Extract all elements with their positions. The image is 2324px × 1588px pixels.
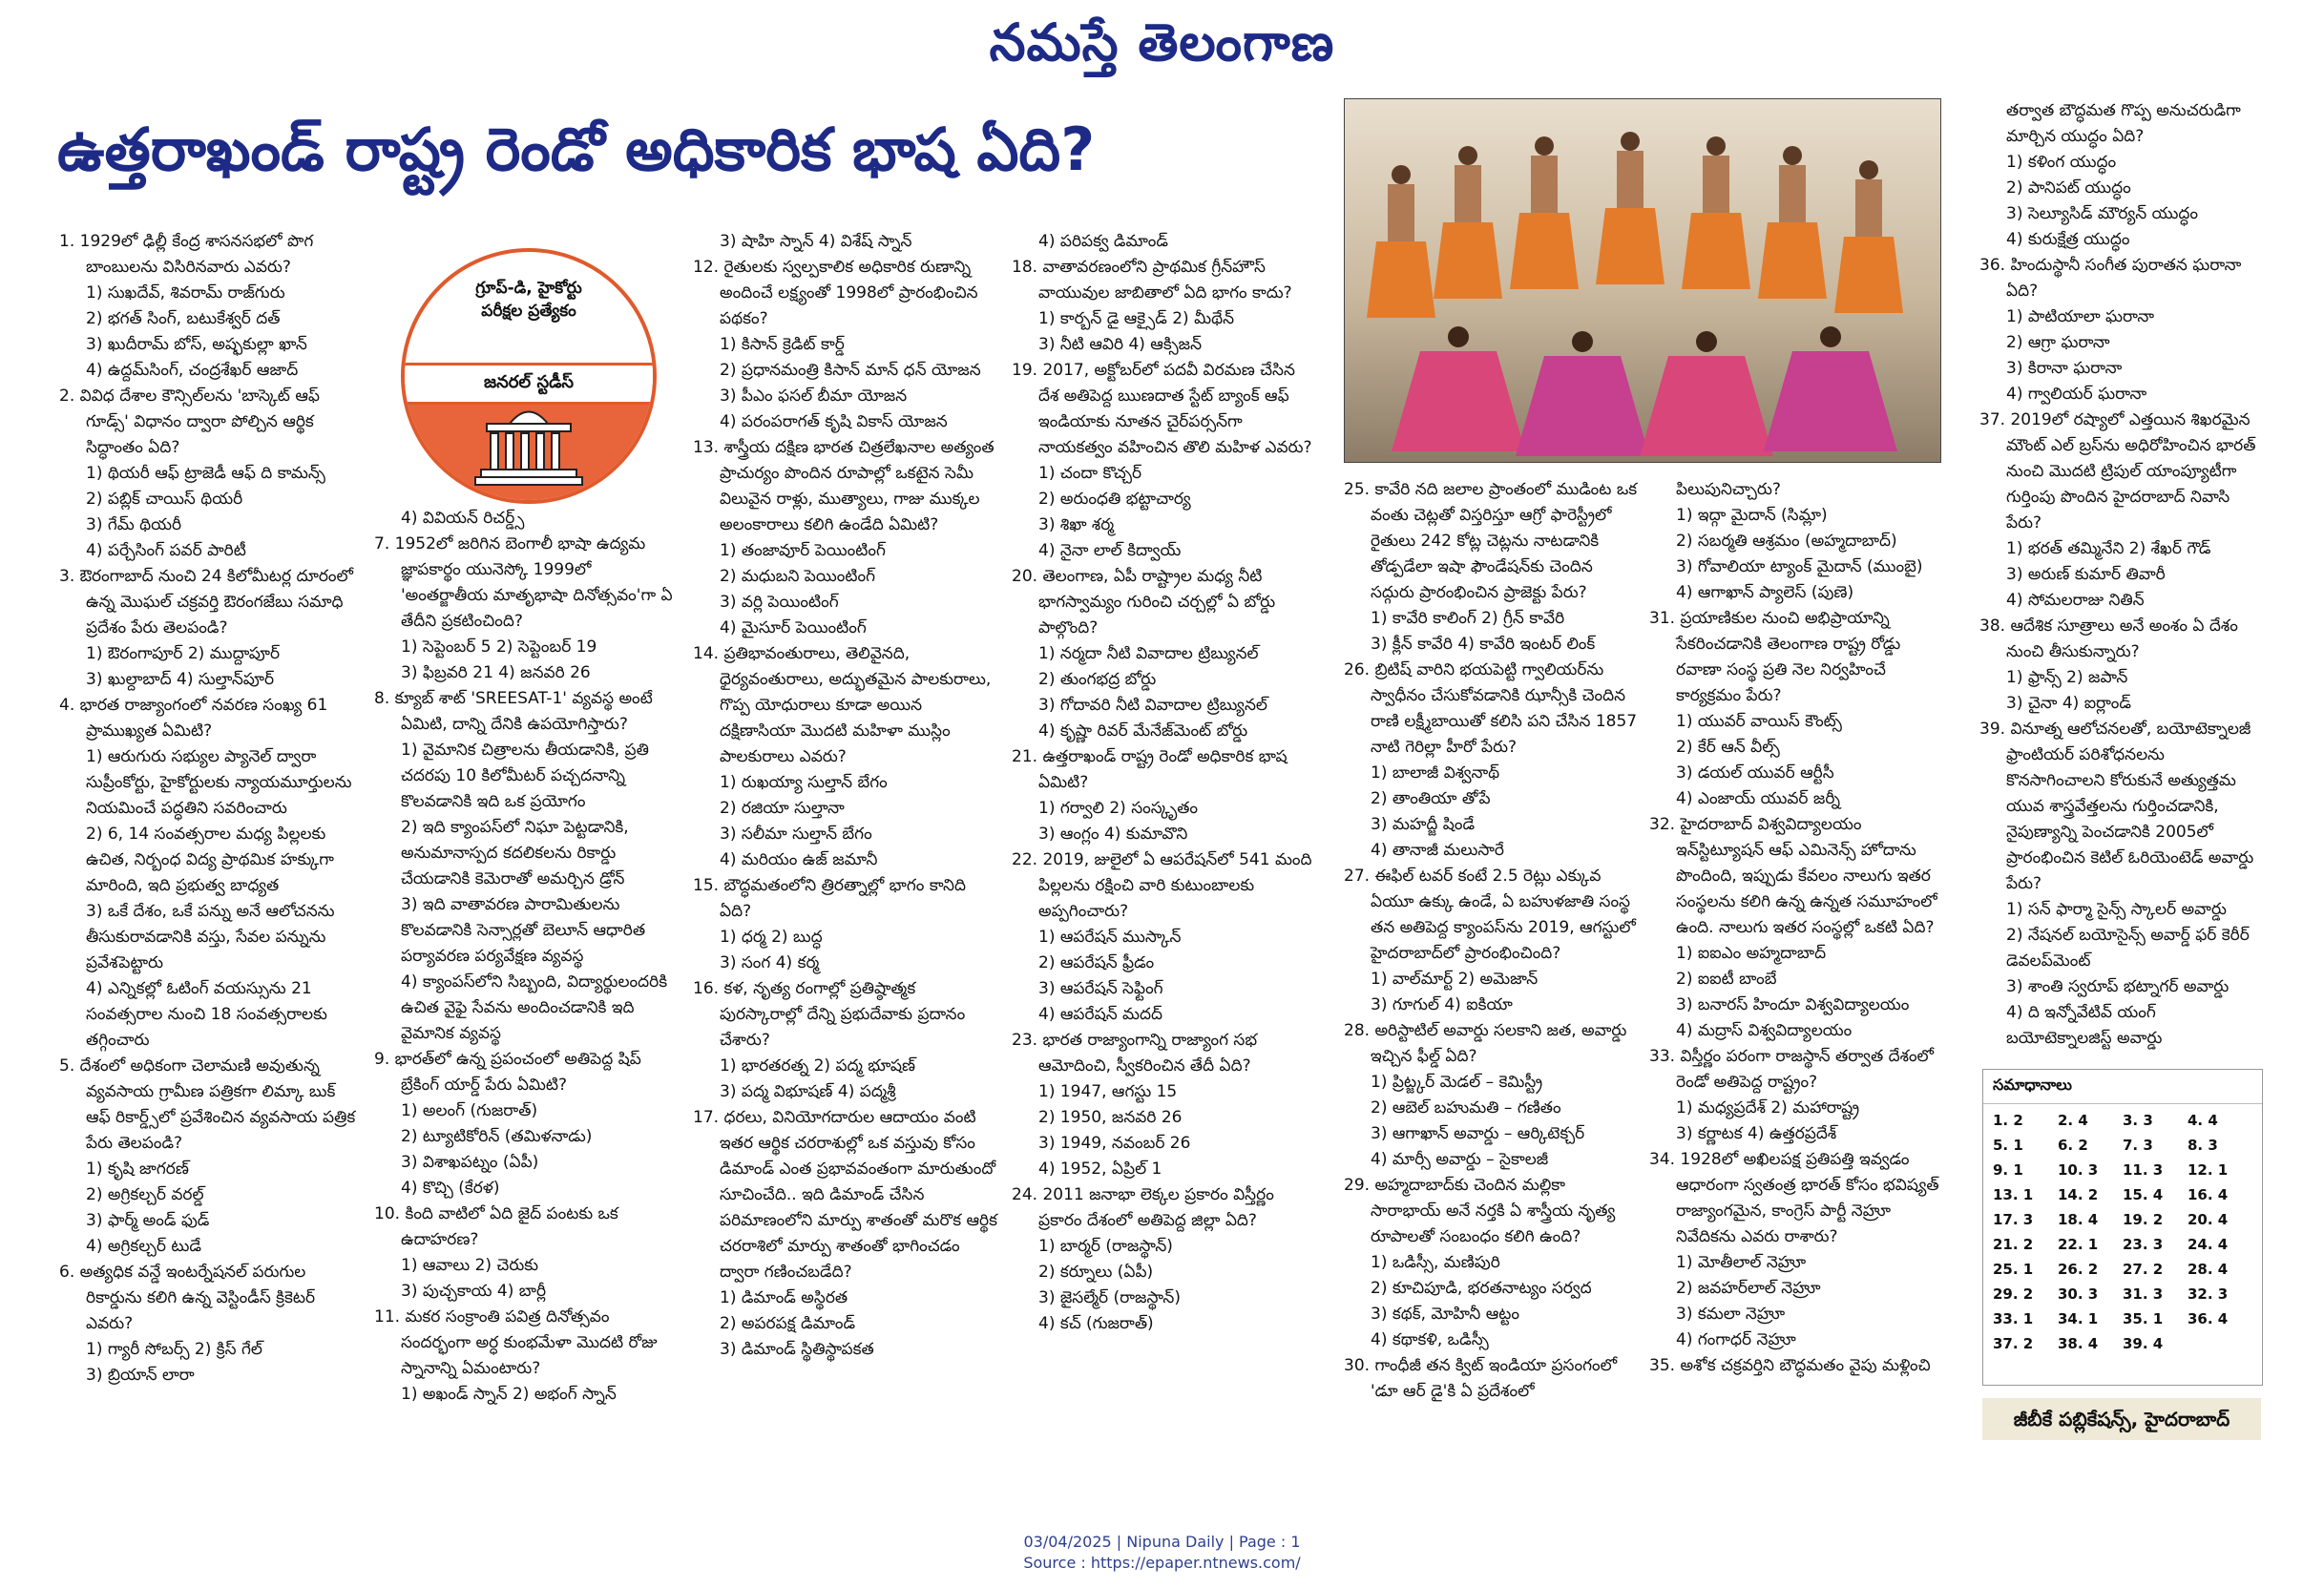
answer-option: 2) తాంతియా తోపే — [1371, 789, 1491, 808]
answer-cell: 8. 3 — [2188, 1137, 2218, 1154]
answer-option: 2) ఇది క్యాంపస్‌లో నిఘా పెట్టడానికి, అనుమానాస్పద కదలికలను రికార్డు చేయడానికి కెమెరాతో అమర్చిన డ్రోన్ — [401, 818, 629, 888]
question-column-4 — [1012, 229, 1317, 1337]
page-footer — [0, 1532, 2324, 1574]
answer-cell: 39. 4 — [2123, 1335, 2164, 1352]
answer-cell: 6. 2 — [2058, 1137, 2088, 1154]
question-text: 29. అహ్మదాబాద్‌కు చెందిన మల్లికా సారాభాయ్ అనే నర్తకి ఏ శాస్త్రీయ నృత్య రూపాలతో సంబంధం కలిగి ఉంది? — [1344, 1176, 1616, 1246]
answer-option: 2) ట్యూటికోరిన్ (తమిళనాడు) — [401, 1127, 593, 1146]
answer-cell: 24. 4 — [2188, 1236, 2229, 1253]
answer-option: 1) బార్మర్ (రాజస్థాన్) — [1038, 1237, 1173, 1256]
question-text: 20. తెలంగాణ, ఏపీ రాష్ట్రాల మధ్య నీటి భాగస్వామ్యం గురించి చర్చల్లో ఏ బోర్డు పాల్గొంది? — [1012, 567, 1276, 637]
answer-cell: 33. 1 — [1993, 1310, 2034, 1327]
answer-option: 4) మైసూర్ పెయింటింగ్ — [720, 618, 867, 637]
answer-option: 1) కార్బన్ డై ఆక్సైడ్ 2) మీథేన్ — [1038, 309, 1235, 328]
answer-option: 2) అపరపక్ష డిమాండ్ — [720, 1314, 856, 1333]
question-text: 6. అత్యధిక వన్డే ఇంటర్నేషనల్ పరుగుల రికార్డును కలిగి ఉన్న వెస్టిండీస్ క్రికెటర్ ఎవరు? — [59, 1263, 316, 1333]
answer-option: 1) తంజావూర్ పెయింటింగ్ — [720, 541, 886, 560]
answer-option: 2) కూచిపూడి, భరతనాట్యం సర్వద — [1371, 1279, 1592, 1298]
answer-option: 1) ఆవాలు 2) చెరుకు — [401, 1256, 539, 1275]
answer-cell: 20. 4 — [2188, 1211, 2229, 1228]
answer-option: 4) ది ఇన్నోవేటివ్ యంగ్ బయోటెక్నాలజిస్ట్ అవార్డు — [2006, 1003, 2163, 1048]
answer-option: 2) కేర్ ఆన్ వీల్స్ — [1676, 738, 1780, 757]
answer-option: 3) శాంతి స్వరూప్ భట్నాగర్ అవార్డు — [2006, 977, 2230, 996]
answer-option: 3) గోవాలియా ట్యాంక్ మైదాన్ (ముంబై) — [1676, 557, 1923, 576]
answer-option: 1) భరత్ తమ్మినేని 2) శేఖర్ గౌడ్ — [2006, 539, 2211, 558]
answer-option: 3) అరుణ్ కుమార్ తివారీ — [2006, 565, 2166, 584]
answer-cell: 4. 4 — [2188, 1112, 2218, 1129]
answer-option: 1) సెప్టెంబర్ 5 2) సెప్టెంబర్ 19 — [401, 637, 597, 657]
answer-option: 2) పబ్లిక్ చాయిస్ థియరీ — [86, 490, 243, 509]
answer-option: 4) తానాజీ మలుసారే — [1371, 841, 1504, 860]
question-column-3 — [693, 229, 998, 1363]
question-text: 17. ధరలు, వినియోగదారుల ఆదాయం వంటి ఇతర ఆర్థిక చరరాశుల్లో ఒక వస్తువు కోసం డిమాండ్ ఎంత ప్రభావవంతంగా మారుతుందో సూచించేది.. ఇది డిమాండ్ చేసిన పరిమాణంలోని మార్పు శాతంతో మరొక ఆర్థిక చరరాశిలో మార్పు శాతంతో భాగించడం ద్వారా గణించబడేది? — [693, 1108, 997, 1282]
question-text: 18. వాతావరణంలోని ప్రాథమిక గ్రీన్‌హౌస్ వాయువుల జాబితాలో ఏది భాగం కాదు? — [1012, 258, 1292, 303]
answer-option: 1) బాలాజీ విశ్వనాథ్ — [1371, 763, 1500, 783]
question-text: 15. బౌద్ధమతంలోని త్రిరత్నాల్లో భాగం కానిది ఏది? — [693, 876, 966, 921]
question-text: 26. బ్రిటిష్ వారిని భయపెట్టి గ్వాలియర్‌ను స్వాధీనం చేసుకోవడానికి ఝాన్సీకి చెందిన రాణి లక్ష్మీబాయితో కలిసి పని చేసిన 1857 నాటి గెరిల్లా హీరో పేరు? — [1344, 660, 1638, 757]
answer-option: 3) కిరానా ఘరానా — [2006, 359, 2123, 378]
answer-option: 4) కొచ్చి (కేరళ) — [401, 1179, 500, 1198]
question-text: 13. శాస్త్రీయ దక్షిణ భారత చిత్రలేఖనాల అత్యంత ప్రాచుర్యం పొందిన రూపాల్లో ఒకటైన సెమీ విలువైన రాళ్లు, ముత్యాలు, గాజు ముక్కల అలంకారాలు కలిగి ఉండేది ఏమిటి? — [693, 438, 995, 534]
answer-option: 3) సెల్యూసిడ్ మౌర్యన్ యుద్ధం — [2006, 204, 2198, 223]
answer-option: 4) క్యాంపస్‌లోని సిబ్బంది, విద్యార్థులందరికి ఉచిత వైఫై సేవను అందించడానికి ఇది వైమానిక వ్యవస్థ — [401, 972, 668, 1043]
question-column-6 — [1649, 477, 1941, 1379]
question-text: 4. భారత రాజ్యాంగంలో నవరణ సంఖ్య 61 ప్రాముఖ్యత ఏమిటి? — [59, 696, 328, 741]
answer-grid — [1983, 1104, 2262, 1360]
question-text: 31. ప్రయాణికుల నుంచి అభిప్రాయాన్ని సేకరించడానికి తెలంగాణ రాష్ట్ర రోడ్డు రవాణా సంస్థ ప్రతి నెల నిర్వహించే కార్యక్రమం పేరు? — [1649, 609, 1901, 705]
answer-option: 1) కావేరి కాలింగ్ 2) గ్రీన్ కావేరి — [1371, 609, 1565, 628]
answer-option: 2) నేషనల్ బయోసైన్స్ అవార్డ్ ఫర్ కెరీర్ డెవలప్‌మెంట్ — [2006, 926, 2250, 971]
dance-performance-photo — [1344, 98, 1941, 463]
answer-cell: 21. 2 — [1993, 1236, 2034, 1253]
answer-option: 4) అగ్రికల్చర్ టుడే — [86, 1237, 201, 1256]
answer-option: 2) ఆబెల్ బహుమతి – గణితం — [1371, 1098, 1561, 1118]
answer-option: 3) ఖుదీరామ్ బోస్, అష్ఫకుల్లా ఖాన్ — [86, 335, 307, 354]
answer-option: 1) థియరీ ఆఫ్ ట్రాజెడీ ఆఫ్ ది కామన్స్ — [86, 464, 325, 483]
badge-line1: గ్రూప్-డి, హైకోర్టు — [475, 279, 582, 298]
answer-option: 3) 1949, నవంబర్ 26 — [1038, 1134, 1191, 1153]
answer-option: 1) కృషి జాగరణ్ — [86, 1160, 189, 1179]
answer-cell: 34. 1 — [2058, 1310, 2099, 1327]
question-text: 10. కింది వాటిలో ఏది జైద్ పంటకు ఒక ఉదాహరణ? — [374, 1204, 618, 1249]
answer-option: 3) మహద్జీ షిండే — [1371, 815, 1476, 834]
answer-option: 4) మార్సీ అవార్డు – సైకాలజీ — [1371, 1150, 1549, 1169]
answer-option: 4) కురుక్షేత్ర యుద్ధం — [2006, 230, 2130, 249]
question-text: 27. ఈఫిల్ టవర్ కంటే 2.5 రెట్లు ఎక్కువ ఏయూ ఉక్కు ఉండే, ఏ బహుళజాతి సంస్థ తన అతిపెద్ద క్యాంపస్‌ను 2019, ఆగస్టులో హైదరాబాద్‌లో ప్రారంభించింది? — [1344, 867, 1636, 963]
answer-option: 1) సుఖదేవ్, శివరామ్ రాజ్‌గురు — [86, 283, 285, 303]
answer-option: 1) 1947, ఆగస్టు 15 — [1038, 1082, 1178, 1101]
answer-option: 2) తుంగభద్ర బోర్డు — [1038, 670, 1157, 689]
answer-option: 4) వివియన్ రిచర్డ్స్ — [401, 509, 525, 528]
question-text: 35. అశోక చక్రవర్తిని బౌద్ధమతం వైపు మళ్లించి — [1649, 1356, 1931, 1375]
answer-option: 4) కచ్ (గుజరాత్) — [1038, 1314, 1154, 1333]
question-text: 32. హైదరాబాద్ విశ్వవిద్యాలయం ఇన్‌స్టిట్యూషన్ ఆఫ్ ఎమినెన్స్ హోదాను పొందింది, ఇప్పుడు కేవలం నాలుగు ఇతర సంస్థలను కలిగి ఉన్న ఉన్నత సమూహంలో ఉంది. నాలుగు ఇతర సంస్థల్లో ఒకటి ఏది? — [1649, 815, 1937, 937]
answer-key-title: సమాధానాలు — [1983, 1070, 2262, 1104]
answer-option: 3) ఒకే దేశం, ఒకే పన్ను అనే ఆలోచనను తీసుకురావడానికి వస్తు, సేవల పన్నును ప్రవేశపెట్టారు — [86, 902, 335, 972]
answer-option: 3) బ్రియాన్ లారా — [86, 1366, 195, 1385]
masthead: నమస్తే తెలంగాణ — [989, 11, 1335, 73]
answer-cell: 37. 2 — [1993, 1335, 2034, 1352]
answer-cell: 23. 3 — [2123, 1236, 2164, 1253]
footer-date-line: 03/04/2025 | Nipuna Daily | Page : 1 — [1023, 1533, 1301, 1551]
answer-cell: 26. 2 — [2058, 1261, 2099, 1278]
question-text: 38. ఆదేశిక సూత్రాలు అనే అంశం ఏ దేశం నుంచి తీసుకున్నారు? — [1979, 616, 2238, 661]
answer-option: 1) ఫ్రాన్స్ 2) జపాన్ — [2006, 668, 2128, 687]
answer-option: 4) ఉద్దమ్‌సింగ్, చంద్రశేఖర్ ఆజాద్ — [86, 361, 299, 380]
question-text: 2. వివిధ దేశాల కౌన్సిల్‌లను 'బాస్కెట్ ఆఫ్ గూడ్స్' విధానం ద్వారా పోల్చిన ఆర్థిక సిద్ధాంతం ఏది? — [59, 387, 320, 457]
answer-option: 3) పద్మ విభూషణ్ 4) పద్మశ్రీ — [720, 1082, 896, 1101]
headline: ఉత్తరాఖండ్ రాష్ట్ర రెండో అధికారిక భాష ఏది? — [57, 115, 1096, 184]
answer-cell: 11. 3 — [2123, 1161, 2164, 1179]
answer-option: 2) జవహర్‌లాల్ నెహ్రూ — [1676, 1279, 1821, 1298]
answer-option: 3) డిమాండ్ స్థితిస్థాపకత — [720, 1340, 874, 1359]
answer-option: 1) చందా కొచ్చర్ — [1038, 464, 1142, 483]
answer-option: 1) ఆపరేషన్ ముస్కాన్ — [1038, 928, 1182, 947]
answer-cell: 29. 2 — [1993, 1285, 2034, 1303]
question-text: 21. ఉత్తరాఖండ్ రాష్ట్ర రెండో అధికారిక భాష ఏమిటి? — [1012, 747, 1288, 792]
answer-option: 1) ఐఐఎం అహ్మదాబాద్ — [1676, 944, 1827, 963]
question-column-1 — [59, 229, 363, 1389]
answer-option: పిలుపునిచ్చారు? — [1676, 480, 1781, 499]
question-text: 39. వినూత్న ఆలోచనలతో, బయోటెక్నాలజీ ఫ్రాంటియర్ పరిశోధనలను కొనసాగించాలని కోరుకునే అత్యుత్తమ యువ శాస్త్రవేత్తలను గుర్తించడానికి, నైపుణ్యాన్ని పెంచడానికి 2005లో ప్రారంభించిన కెటిల్ ఓరియెంటెడ్ అవార్డు పేరు? — [1979, 720, 2254, 893]
answer-cell: 12. 1 — [2188, 1161, 2229, 1179]
answer-option: 4) గంగాధర్ నెహ్రూ — [1676, 1330, 1796, 1349]
answer-option: 1) పాటియాలా ఘరానా — [2006, 307, 2155, 326]
answer-option: 3) శిఖా శర్మ — [1038, 515, 1115, 534]
answer-cell: 38. 4 — [2058, 1335, 2099, 1352]
answer-option: 2) మధుబని పెయింటింగ్ — [720, 567, 876, 586]
answer-option: 4) ఎన్నికల్లో ఓటింగ్ వయస్సును 21 సంవత్సరాల నుంచి 18 సంవత్సరాలకు తగ్గించారు — [86, 979, 327, 1050]
answer-option: 1) కళింగ యుద్ధం — [2006, 153, 2117, 172]
answer-option: 2) రజియా సుల్తానా — [720, 799, 845, 818]
answer-option: 3) చైనా 4) ఐర్లాండ్ — [2006, 694, 2131, 713]
question-column-2 — [374, 506, 680, 1408]
answer-option: 3) గేమ్ థియరీ — [86, 515, 182, 534]
answer-cell: 9. 1 — [1993, 1161, 2023, 1179]
answer-option: 3) గోదావరి నీటి వివాదాల ట్రిబ్యునల్ — [1038, 696, 1267, 715]
answer-option: 1) గర్వాలి 2) సంస్కృతం — [1038, 799, 1199, 818]
question-text: 1. 1929లో ఢిల్లీ కేంద్ర శాసనసభలో పొగ బాంబులను విసిరినవారు ఎవరు? — [59, 232, 314, 277]
question-text: 11. మకర సంక్రాంతి పవిత్ర దినోత్సవం సందర్భంగా అర్ధ కుంభమేళా మొదటి రోజు స్నానాన్ని ఏమంటారు? — [374, 1307, 658, 1378]
answer-option: 3) జైసల్మేర్ (రాజస్థాన్) — [1038, 1288, 1181, 1307]
answer-option: 1) ఔరంగాపూర్ 2) ముద్దాపూర్ — [86, 644, 281, 663]
answer-cell: 17. 3 — [1993, 1211, 2034, 1228]
answer-option: 3) సంగ 4) కర్మ — [720, 953, 820, 972]
answer-option: 1) డిమాండ్ అస్థిరత — [720, 1288, 848, 1307]
answer-cell: 1. 2 — [1993, 1112, 2023, 1129]
answer-option: 2) ఆపరేషన్ ఫ్రీడం — [1038, 953, 1155, 972]
answer-option: 1) ప్రిట్జ్కర్ మెడల్ – కెమిస్ట్రీ — [1371, 1073, 1543, 1092]
answer-option: 1) ఇద్గా మైదాన్ (సిమ్లా) — [1676, 506, 1828, 525]
answer-cell: 2. 4 — [2058, 1112, 2088, 1129]
question-text: 33. విస్తీర్ణం పరంగా రాజస్థాన్ తర్వాత దేశంలో రెండో అతిపెద్ద రాష్ట్రం? — [1649, 1047, 1935, 1092]
section-badge — [401, 248, 657, 504]
answer-option: 1) గ్యారీ సోబర్స్ 2) క్రిస్ గేల్ — [86, 1340, 262, 1359]
question-text: 30. గాంధీజీ తన క్విట్ ఇండియా ప్రసంగంలో 'డూ ఆర్ డై'కి ఏ ప్రదేశంలో — [1344, 1356, 1618, 1401]
answer-option: 1) భారతరత్న 2) పద్మ భూషణ్ — [720, 1056, 916, 1076]
answer-cell: 28. 4 — [2188, 1261, 2229, 1278]
answer-cell: 31. 3 — [2123, 1285, 2164, 1303]
question-text: 7. 1952లో జరిగిన బెంగాలీ భాషా ఉద్యమ జ్ఞాపకార్థం యునెస్కో 1999లో 'అంతర్జాతీయ మాతృభాషా దినోత్సవం'గా ఏ తేదీని ప్రకటించింది? — [374, 534, 673, 631]
answer-option: 1) యువర్ వాయిస్ కౌంట్స్ — [1676, 712, 1842, 731]
answer-cell: 15. 4 — [2123, 1186, 2164, 1203]
question-text: 22. 2019, జులైలో ఏ ఆపరేషన్‌లో 541 మంది పిల్లలను రక్షించి వారి కుటుంబాలకు అప్పగించారు? — [1012, 850, 1312, 921]
footer-source-line: Source : https://epaper.ntnews.com/ — [1023, 1554, 1301, 1572]
answer-option: 4) నైనా లాల్ కిద్వాయ్ — [1038, 541, 1182, 560]
publisher-credit: జీబీకే పబ్లికేషన్స్, హైదరాబాద్ — [1982, 1398, 2261, 1440]
question-text: 25. కావేరి నది జలాల ప్రాంతంలో ముడింట ఒక వంతు చెట్లతో విస్తరిస్తూ ఆగ్రో ఫారెస్ట్రీలో రైతులు 242 కోట్ల చెట్లను నాటడానికి తోడ్పడేలా ఇషా ఫౌండేషన్‌కు చెందిన సద్గురు ప్రారంభించిన ప్రాజెక్టు పేరు? — [1344, 480, 1638, 602]
question-text: 8. క్యూబ్ శాట్ 'SREESAT-1' వ్యవస్థ అంటే ఏమిటి, దాన్ని దేనికి ఉపయోగిస్తారు? — [374, 689, 653, 734]
question-column-7 — [1979, 98, 2266, 1052]
answer-option: 2) అగ్రికల్చర్ వరల్డ్ — [86, 1185, 204, 1204]
answer-option: 2) 6, 14 సంవత్సరాల మధ్య పిల్లలకు ఉచిత, నిర్బంధ విద్య ప్రాథమిక హక్కుగా మారింది, ఇది ప్రభుత్వ బాధ్యత — [86, 825, 334, 895]
government-building-icon — [405, 405, 653, 500]
answer-option: 2) అరుంధతి భట్టాచార్య — [1038, 490, 1191, 509]
answer-option: 1) కిసాన్ క్రెడిట్ కార్డ్ — [720, 335, 845, 354]
answer-option: 2) ప్రధానమంత్రి కిసాన్ మాన్ ధన్ యోజన — [720, 361, 981, 380]
answer-option: 3) ఫిబ్రవరి 21 4) జనవరి 26 — [401, 663, 591, 682]
question-text: 9. భారత్‌లో ఉన్న ప్రపంచంలో అతిపెద్ద షిప్ బ్రేకింగ్ యార్డ్ పేరు ఏమిటి? — [374, 1050, 641, 1095]
answer-option: 3) సలీమా సుల్తాన్ బేగం — [720, 825, 872, 844]
answer-option: 1) రుఖయ్యా సుల్తాన్ బేగం — [720, 773, 888, 792]
answer-option: 3) ఖుల్దాబాద్ 4) సుల్తాన్‌పూర్ — [86, 670, 275, 689]
answer-cell: 5. 1 — [1993, 1137, 2023, 1154]
answer-option: 3) పీఎం ఫసల్ బీమా యోజన — [720, 387, 908, 406]
question-text: 12. రైతులకు స్వల్పకాలిక అధికారిక రుణాన్ని అందించే లక్ష్యంతో 1998లో ప్రారంభించిన పథకం? — [693, 258, 978, 328]
answer-option: 1) సన్ ఫార్మా సైన్స్ స్కాలర్ అవార్డు — [2006, 900, 2227, 919]
answer-option: 1) ఒడిస్సీ, మణిపురి — [1371, 1253, 1500, 1272]
answer-option: 3) ఇది వాతావరణ పారామితులను కొలవడానికి సెన్సార్లతో బెలూన్ ఆధారిత పర్యావరణ పర్యవేక్షణ వ్యవస్థ — [401, 895, 646, 966]
question-text: 3. ఔరంగాబాద్ నుంచి 24 కిలోమీటర్ల దూరంలో ఉన్న మొఘల్ చక్రవర్తి ఔరంగజేబు సమాధి ప్రదేశం పేరు తెలపండి? — [59, 567, 354, 637]
answer-option: 2) ఐఐటీ బాంబే — [1676, 970, 1777, 989]
answer-option: 2) కర్నూలు (ఏపీ) — [1038, 1263, 1154, 1282]
answer-option: 3) ఫార్మ్ అండ్ ఫుడ్ — [86, 1211, 210, 1230]
answer-option: 1) అలంగ్ (గుజరాత్) — [401, 1101, 538, 1120]
answer-option: 3) ఆగాఖాన్ అవార్డు – ఆర్కిటెక్చర్ — [1371, 1124, 1585, 1143]
answer-option: 4) కథాకళి, ఒడిస్సీ — [1371, 1330, 1489, 1349]
answer-option: 4) 1952, ఏప్రిల్ 1 — [1038, 1160, 1162, 1179]
answer-cell: 3. 3 — [2123, 1112, 2153, 1129]
badge-band: జనరల్ స్టడీస్ — [405, 363, 653, 405]
answer-option: 4) ఎంజాయ్ యువర్ జర్నీ — [1676, 789, 1840, 808]
question-text: 37. 2019లో రష్యాలో ఎత్తయిన శిఖరమైన మౌంట్ ఎల్ బ్రస్‌ను అధిరోహించిన భారత్ నుంచి మొదటి ట్రిపుల్ యాంప్యూటీగా గుర్తింపు పొందిన హైదరాబాద్ నివాసి పేరు? — [1979, 410, 2256, 533]
answer-option: 3) వర్లి పెయింటింగ్ — [720, 593, 839, 612]
answer-cell: 22. 1 — [2058, 1236, 2099, 1253]
answer-option: 1) ఆరుగురు సభ్యుల ప్యానెల్ ద్వారా సుప్రీంకోర్టు, హైకోర్టులకు న్యాయమూర్తులను నియమించే పద్ధతిని సవరించారు — [86, 747, 352, 818]
answer-cell: 7. 3 — [2123, 1137, 2153, 1154]
answer-option: 3) ఆంగ్లం 4) కుమావొని — [1038, 825, 1188, 844]
answer-option: 3) డయల్ యువర్ ఆర్టీసీ — [1676, 763, 1834, 783]
answer-option: 3) క్లీన్ కావేరి 4) కావేరి ఇంటర్ లింక్ — [1371, 635, 1596, 654]
answer-option: 1) మోతీలాల్ నెహ్రూ — [1676, 1253, 1807, 1272]
answer-cell: 13. 1 — [1993, 1186, 2034, 1203]
question-text: 36. హిందుస్థానీ సంగీత పురాతన ఘరానా ఏది? — [1979, 256, 2242, 301]
answer-option: 4) ఆగాఖాన్ ప్యాలెస్ (పుణె) — [1676, 583, 1854, 602]
answer-option: 3) కమలా నెహ్రూ — [1676, 1305, 1786, 1324]
answer-option: 4) పరిపక్వ డిమాండ్ — [1038, 232, 1168, 251]
question-text: 34. 1928లో అఖిలపక్ష ప్రతిపత్తి ఇవ్వడం ఆధారంగా స్వతంత్ర భారత్ కోసం భవిష్యత్ రాజ్యాంగమైన, కాంగ్రెస్ పార్టీ నెహ్రూ నివేదికను ఎవరు రాశారు? — [1649, 1150, 1939, 1246]
answer-cell: 14. 2 — [2058, 1186, 2099, 1203]
answer-option: 3) బనారస్ హిందూ విశ్వవిద్యాలయం — [1676, 995, 1910, 1014]
answer-option: 1) ధర్మ 2) బుద్ధ — [720, 928, 823, 947]
answer-option: 3) పుచ్చకాయ 4) బార్లీ — [401, 1282, 547, 1301]
answer-option: 1) వైమానిక చిత్రాలను తీయడానికి, ప్రతి చదరపు 10 కిలోమీటర్ పచ్చదనాన్ని కొలవడానికి ఇది ఒక ప్రయోగం — [401, 741, 649, 811]
answer-option: 2) భగత్ సింగ్, బటుకేశ్వర్ దత్ — [86, 309, 281, 328]
answer-option: 1) మధ్యప్రదేశ్ 2) మహారాష్ట్ర — [1676, 1098, 1860, 1118]
answer-cell: 25. 1 — [1993, 1261, 2034, 1278]
answer-cell: 16. 4 — [2188, 1186, 2229, 1203]
answer-option: 2) పానిపట్ యుద్ధం — [2006, 178, 2131, 198]
answer-cell: 30. 3 — [2058, 1285, 2099, 1303]
answer-option: 3) కథక్, మోహినీ ఆట్టం — [1371, 1305, 1520, 1324]
answer-cell: 18. 4 — [2058, 1211, 2099, 1228]
answer-option: 4) గ్వాలియర్ ఘరానా — [2006, 385, 2147, 404]
answer-option: 1) వాల్‌మార్ట్ 2) అమెజాన్ — [1371, 970, 1539, 989]
answer-option: 4) పర్చేసింగ్ పవర్ పారిటీ — [86, 541, 246, 560]
answer-option: 4) పరంపరాగత్ కృషి వికాస్ యోజన — [720, 412, 948, 431]
answer-option: 3) గూగుల్ 4) ఐకియా — [1371, 995, 1513, 1014]
answer-option: 3) విశాఖపట్నం (ఏపీ) — [401, 1153, 539, 1172]
question-column-5 — [1344, 477, 1638, 1405]
answer-option: 3) ఆపరేషన్ సెఫ్టింగ్ — [1038, 979, 1163, 998]
question-text: 28. అరిస్టాటిల్ అవార్డు సలకాని జత, అవార్డు ఇచ్చిన ఫీల్డ్ ఏది? — [1344, 1021, 1627, 1066]
answer-cell: 32. 3 — [2188, 1285, 2229, 1303]
answer-option: 3) నీటి ఆవిరి 4) ఆక్సిజన్ — [1038, 335, 1203, 354]
answer-option: 4) ఆపరేషన్ మదద్ — [1038, 1005, 1163, 1024]
answer-cell: 19. 2 — [2123, 1211, 2164, 1228]
question-text: 24. 2011 జనాభా లెక్కల ప్రకారం విస్తీర్ణం ప్రకారం దేశంలో అతిపెద్ద జిల్లా ఏది? — [1012, 1185, 1274, 1230]
answer-cell: 27. 2 — [2123, 1261, 2164, 1278]
answer-option: 4) కృష్ణా రివర్ మేనేజ్‌మెంట్ బోర్డు — [1038, 721, 1248, 741]
answer-option: తర్వాత బౌద్ధమత గొప్ప అనుచరుడిగా మార్చిన యుద్ధం ఏది? — [2006, 101, 2241, 146]
answer-option: 1) అఖండ్ స్నాన్ 2) అభంగ్ స్నాన్ — [401, 1385, 617, 1404]
answer-option: 3) షాహి స్నాన్ 4) విశేష్ స్నాన్ — [720, 232, 912, 251]
answer-cell: 36. 4 — [2188, 1310, 2229, 1327]
answer-key — [1982, 1069, 2263, 1386]
answer-option: 2) 1950, జనవరి 26 — [1038, 1108, 1183, 1127]
answer-option: 4) సోమలరాజు నితిన్ — [2006, 591, 2145, 610]
question-text: 19. 2017, అక్టోబర్‌లో పదవీ విరమణ చేసిన దేశ అతిపెద్ద ఋణదాత స్టేట్ బ్యాంక్ ఆఫ్ ఇండియాకు నూతన చైర్‌పర్సన్‌గా నాయకత్వం వహించిన తొలి మహిళ ఎవరు? — [1012, 361, 1312, 457]
answer-cell: 35. 1 — [2123, 1310, 2164, 1327]
answer-option: 4) మద్రాస్ విశ్వవిద్యాలయం — [1676, 1021, 1853, 1040]
answer-cell: 10. 3 — [2058, 1161, 2099, 1179]
question-text: 16. కళ, నృత్య రంగాల్లో ప్రతిష్ఠాత్మక పురస్కారాల్లో దేన్ని ప్రభుదేవాకు ప్రదానం చేశారు? — [693, 979, 966, 1050]
question-text: 23. భారత రాజ్యాంగాన్ని రాజ్యాంగ సభ ఆమోదించి, స్వీకరించిన తేదీ ఏది? — [1012, 1031, 1258, 1076]
question-text: 14. ప్రతిభావంతురాలు, తెలివైనది, ధైర్యవంతురాలు, అద్భుతమైన పాలకురాలు, గొప్ప యోధురాలు కూడా అయిన దక్షిణాసియా మొదటి మహిళా ముస్లిం పాలకురాలు ఎవరు? — [693, 644, 992, 766]
answer-option: 2) సబర్మతి ఆశ్రమం (అహ్మదాబాద్) — [1676, 532, 1897, 551]
badge-line2: పరీక్షల ప్రత్యేకం — [481, 302, 576, 321]
answer-option: 4) మరియం ఉజ్ జమానీ — [720, 850, 878, 869]
answer-option: 1) నర్మదా నీటి వివాదాల ట్రిబ్యునల్ — [1038, 644, 1259, 663]
question-text: 5. దేశంలో అధికంగా చెలామణి అవుతున్న వ్యవసాయ గ్రామీణ పత్రికగా లిమ్కా బుక్ ఆఫ్ రికార్డ్స్‌లో ప్రవేశించిన వ్యవసాయ పత్రిక పేరు తెలపండి? — [59, 1056, 356, 1153]
answer-option: 2) ఆగ్రా ఘరానా — [2006, 333, 2110, 352]
answer-option: 3) కర్ణాటక 4) ఉత్తరప్రదేశ్ — [1676, 1124, 1837, 1143]
